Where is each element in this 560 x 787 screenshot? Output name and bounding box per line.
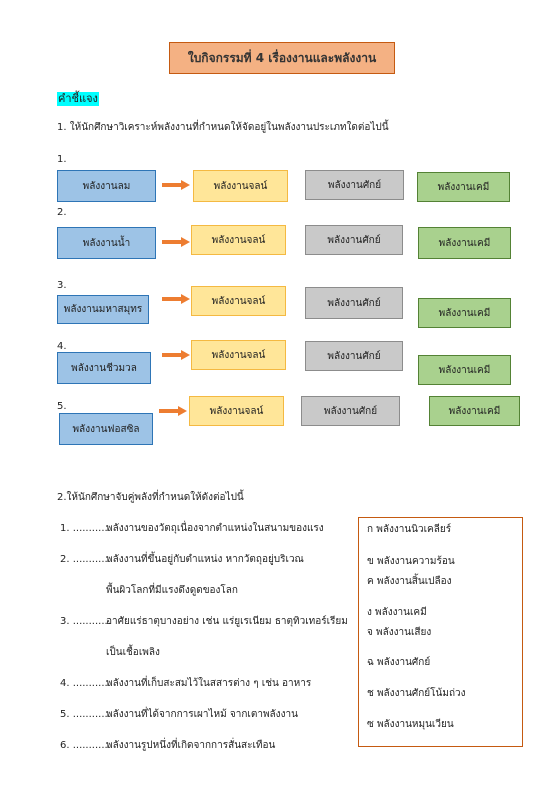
row-1-source-label: พลังงานลม	[82, 180, 131, 192]
row-1-arrow-icon	[162, 180, 190, 190]
q2-item-3-text-line2: เป็นเชื้อเพลิง	[106, 647, 160, 658]
q2-item-1-text: พลังงานของวัตถุเนื่องจากตำแหน่งในสนามของแรง	[106, 523, 324, 534]
answer-choice-cho-chang: ช พลังงานศักย์โน้มถ่วง	[367, 688, 466, 699]
q2-item-6-text: พลังงานรูปหนึ่งที่เกิดจากการสั่นสะเทือน	[106, 740, 276, 751]
row-4-potential-label: พลังงานศักย์	[327, 350, 381, 362]
row-2-potential-label: พลังงานศักย์	[327, 234, 381, 246]
question-2-text: 2.ให้นักศึกษาจับคู่พลังที่กำหนดให้ดังต่อไปนี้	[57, 492, 244, 503]
row-4-chemical-label: พลังงานเคมี	[438, 364, 491, 376]
row-1-kinetic-label: พลังงานจลน์	[213, 180, 268, 192]
row-1-number: 1.	[57, 154, 67, 165]
row-3-arrow-icon	[162, 294, 190, 304]
row-3-chemical-box	[418, 298, 511, 328]
q2-item-3-text: อาศัยแร่ธาตุบางอย่าง เช่น แร่ยูเรเนียม ธาตุทิวเทอร์เรียม	[106, 616, 348, 627]
answer-choice-ko: ก พลังงานนิวเคลียร์	[367, 524, 452, 535]
row-2-source-box	[57, 227, 156, 259]
answer-choice-kho: ข พลังงานความร้อน	[367, 556, 455, 567]
instruction-label: คำชี้แจง	[58, 92, 98, 105]
answer-choice-so: ซ พลังงานหมุนเวียน	[367, 719, 454, 730]
row-2-arrow-icon	[162, 237, 190, 247]
q2-item-6-number: 6. ............	[60, 740, 111, 751]
answer-choice-cho-ching: ฉ พลังงานศักย์	[367, 657, 431, 668]
q2-item-2-text: พลังงานที่ขึ้นอยู่กับตำแหน่ง หากวัตถุอยู่บริเวณ	[106, 554, 304, 565]
row-4-arrow-icon	[162, 350, 190, 360]
answer-choice-ngo: ง พลังงานเคมี	[367, 607, 427, 618]
row-5-source-box	[59, 413, 153, 445]
row-2-potential-box	[305, 225, 403, 255]
row-4-kinetic-box	[191, 340, 286, 370]
row-1-kinetic-box	[193, 170, 288, 202]
question-1-text: 1. ให้นักศึกษาวิเคราะห์พลังงานที่กำหนดให้จัดอยู่ในพลังงานประเภทใดต่อไปนี้	[57, 122, 389, 133]
row-3-kinetic-box	[191, 286, 286, 316]
row-5-source-label: พลังงานฟอสซิล	[72, 423, 140, 435]
answer-choice-kho-khwai: ค พลังงานสิ้นเปลือง	[367, 576, 452, 587]
q2-item-3-number: 3. ............	[60, 616, 111, 627]
row-5-potential-box	[301, 396, 400, 426]
row-2-source-label: พลังงานน้ำ	[82, 237, 131, 249]
row-3-potential-label: พลังงานศักย์	[327, 297, 381, 309]
row-1-source-box	[57, 170, 156, 202]
row-5-number: 5.	[57, 401, 67, 412]
row-3-source-label: พลังงานมหาสมุทร	[63, 304, 143, 315]
row-2-chemical-box	[418, 227, 511, 259]
q2-item-4-text: พลังงานที่เก็บสะสมไว้ในสสารต่าง ๆ เช่น อาหาร	[106, 678, 312, 689]
row-2-kinetic-box	[191, 225, 286, 255]
row-5-kinetic-box	[189, 396, 284, 426]
row-4-chemical-box	[418, 355, 511, 385]
q2-item-5-number: 5. ............	[60, 709, 111, 720]
row-3-number: 3.	[57, 280, 67, 291]
row-1-potential-label: พลังงานศักย์	[327, 179, 382, 191]
row-2-chemical-label: พลังงานเคมี	[438, 237, 491, 249]
row-5-arrow-icon	[159, 406, 187, 416]
row-5-chemical-label: พลังงานเคมี	[448, 405, 501, 417]
row-3-chemical-label: พลังงานเคมี	[438, 307, 491, 319]
row-2-number: 2.	[57, 207, 67, 218]
row-3-potential-box	[305, 287, 403, 319]
q2-item-2-text-line2: พื้นผิวโลกที่มีแรงดึงดูดของโลก	[106, 585, 238, 596]
answer-choice-cho: จ พลังงานเสียง	[367, 627, 432, 638]
row-4-kinetic-label: พลังงานจลน์	[211, 349, 266, 361]
row-4-number: 4.	[57, 341, 67, 352]
q2-item-1-number: 1. ............	[60, 523, 111, 534]
q2-item-4-number: 4. ............	[60, 678, 111, 689]
row-1-chemical-label: พลังงานเคมี	[437, 181, 490, 193]
row-4-potential-box	[305, 341, 403, 371]
row-3-source-box	[57, 295, 149, 324]
worksheet-title: ใบกิจกรรมที่ 4 เรื่องงานและพลังงาน	[169, 42, 395, 74]
row-2-kinetic-label: พลังงานจลน์	[211, 234, 266, 246]
row-3-kinetic-label: พลังงานจลน์	[211, 295, 266, 307]
row-5-potential-label: พลังงานศักย์	[323, 405, 378, 417]
q2-item-5-text: พลังงานที่ได้จากการเผาไหม้ จากเตาพลังงาน	[106, 709, 298, 720]
row-4-source-box	[57, 352, 151, 384]
row-4-source-label: พลังงานชีวมวล	[71, 362, 137, 374]
row-1-chemical-box	[417, 172, 510, 202]
row-5-chemical-box	[429, 396, 520, 426]
row-5-kinetic-label: พลังงานจลน์	[209, 405, 264, 417]
row-1-potential-box	[305, 170, 404, 200]
q2-item-2-number: 2. ............	[60, 554, 111, 565]
